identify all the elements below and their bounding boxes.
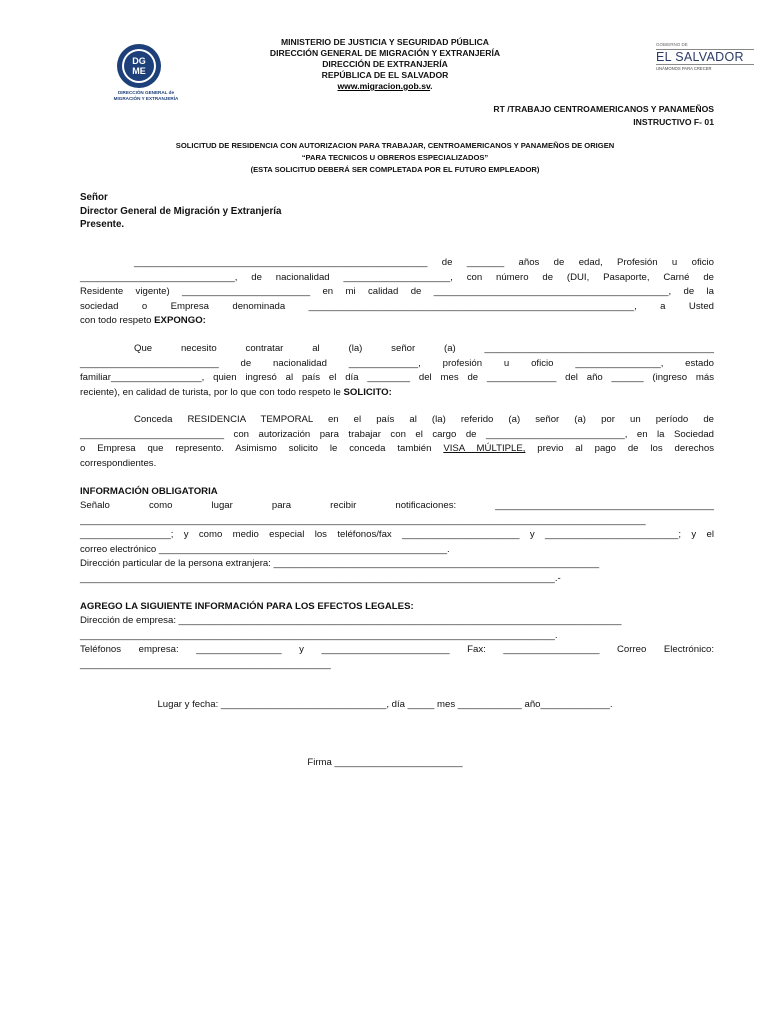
employer-line-3[interactable]: Residente vigente) ________________________ en mi calidad de ____________________________________________, de la	[80, 286, 714, 298]
visa-suffix: previo al pago de los derechos	[525, 443, 714, 455]
dgme-caption-1: DIRECCIÓN GENERAL de	[117, 90, 175, 95]
salutation	[80, 191, 281, 232]
email-field[interactable]: correo electrónico ______________________________________________________.	[80, 543, 450, 555]
gov-logo-name: EL SALVADOR	[656, 50, 744, 64]
employer-line-2[interactable]: _____________________________, de nacionalidad ____________________, con número de (DUI, Pasaporte, Carné de	[80, 271, 714, 283]
employer-line-5	[80, 314, 714, 329]
company-email-field[interactable]: _______________________________________________	[80, 658, 331, 670]
reference-line-2: INSTRUCTIVO F- 01	[633, 117, 714, 127]
header-line-4: REPÚBLICA DE EL SALVADOR	[321, 70, 449, 80]
employer-paragraph	[80, 256, 714, 329]
request-line-1: Conceda RESIDENCIA TEMPORAL en el país al (la) referido (a) señor (a) por un período de	[134, 414, 714, 425]
dgme-logo	[106, 42, 186, 104]
mandatory-info	[80, 499, 714, 587]
signature-field[interactable]: Firma ________________________	[307, 757, 463, 768]
legal-info-heading: AGREGO LA SIGUIENTE INFORMACIÓN PARA LOS EFECTOS LEGALES:	[80, 601, 414, 612]
gov-logo-bottom: UNÁMONOS PARA CRECER	[656, 64, 754, 71]
visa-prefix: o Empresa que represento. Asimismo solicito le conceda también	[80, 443, 444, 455]
ministry-header	[240, 37, 530, 92]
phone-fax-field[interactable]: _________________; y como medio especial los teléfonos/fax ______________________ y _________________________; y el	[80, 529, 714, 541]
legal-info	[80, 614, 714, 672]
title-line-3: (ESTA SOLICITUD DEBERÁ SER COMPLETADA POR EL FUTURO EMPLEADOR)	[250, 165, 540, 174]
header-line-1: MINISTERIO DE JUSTICIA Y SEGURIDAD PÚBLICA	[280, 37, 490, 47]
mandatory-info-heading: INFORMACIÓN OBLIGATORIA	[80, 486, 218, 497]
svg-text:DG: DG	[132, 56, 146, 66]
visa-multiple: VISA MÚLTIPLE,	[443, 443, 526, 455]
gov-logo-top: GOBIERNO DE	[656, 42, 754, 50]
title-line-2: “PARA TECNICOS U OBREROS ESPECIALIZADOS”	[301, 153, 489, 162]
notification-place-field[interactable]: Señalo como lugar para recibir notificaciones: _________________________________________	[80, 500, 714, 511]
foreigner-address-continued[interactable]: _________________________________________________________________________________________.-	[80, 572, 561, 584]
foreigner-address-field[interactable]: Dirección particular de la persona extranjera: _____________________________________________________________	[80, 558, 600, 570]
form-reference	[493, 103, 714, 129]
request-paragraph	[80, 413, 714, 471]
title-line-1: SOLICITUD DE RESIDENCIA CON AUTORIZACION PARA TRABAJAR, CENTROAMERICANOS Y PANAMEÑOS DE ORIGEN	[175, 141, 615, 150]
expongo-prefix: con todo respeto	[80, 315, 155, 327]
website-suffix: .	[430, 81, 433, 91]
header-line-2: DIRECCIÓN GENERAL DE MIGRACIÓN Y EXTRANJERÍA	[269, 48, 501, 58]
request-line-2[interactable]: ___________________________ con autorización para trabajar con el cargo de __________________________, en la Sociedad	[80, 428, 714, 440]
employer-line-1[interactable]: _______________________________________________________ de _______ años de edad, Profesión u oficio	[134, 257, 714, 268]
form-title	[100, 140, 690, 176]
salutation-line-3: Presente.	[80, 219, 125, 230]
solicito-prefix: reciente), en calidad de turista, por lo que con todo respeto le	[80, 386, 344, 398]
dgme-caption-2: MIGRACIÓN Y EXTRANJERÍA	[113, 95, 179, 101]
header-line-3: DIRECCIÓN DE EXTRANJERÍA	[322, 59, 448, 69]
salutation-line-1: Señor	[80, 192, 108, 203]
request-line-4: correspondientes.	[80, 457, 157, 469]
request-line-3	[80, 442, 714, 457]
company-address-continued[interactable]: _________________________________________________________________________________________.	[80, 629, 558, 641]
el-salvador-logo	[656, 42, 754, 82]
reference-line-1: RT /TRABAJO CENTROAMERICANOS Y PANAMEÑOS	[493, 104, 714, 114]
company-address-field[interactable]: Dirección de empresa: ___________________________________________________________________________________	[80, 615, 622, 626]
employee-line-3[interactable]: familiar_________________, quien ingresó al país el día ________ del mes de _____________ del año ______ (ingreso más	[80, 372, 714, 384]
employee-line-4	[80, 386, 714, 401]
place-date-field[interactable]: Lugar y fecha: _______________________________, día _____ mes ____________ año_____________.	[157, 699, 613, 710]
employer-line-4[interactable]: sociedad o Empresa denominada _____________________________________________________________, a Usted	[80, 300, 714, 312]
website-link[interactable]: www.migracion.gob.sv	[337, 81, 431, 91]
solicito-label: SOLICITO:	[343, 386, 392, 398]
company-phones-field[interactable]: Teléfonos empresa: ________________ y ________________________ Fax: __________________ Correo Electrónico:	[80, 644, 714, 656]
expongo-label: EXPONGO:	[154, 315, 206, 327]
employee-line-2[interactable]: __________________________ de nacionalidad _____________, profesión u oficio ________________, estado	[80, 357, 714, 369]
notification-place-continued[interactable]: __________________________________________________________________________________________________________	[80, 514, 646, 526]
employee-paragraph	[80, 342, 714, 400]
svg-text:ME: ME	[132, 66, 146, 76]
employee-line-1[interactable]: Que necesito contratar al (la) señor (a) ___________________________________________	[134, 343, 714, 354]
salutation-line-2: Director General de Migración y Extranjería	[80, 205, 282, 217]
